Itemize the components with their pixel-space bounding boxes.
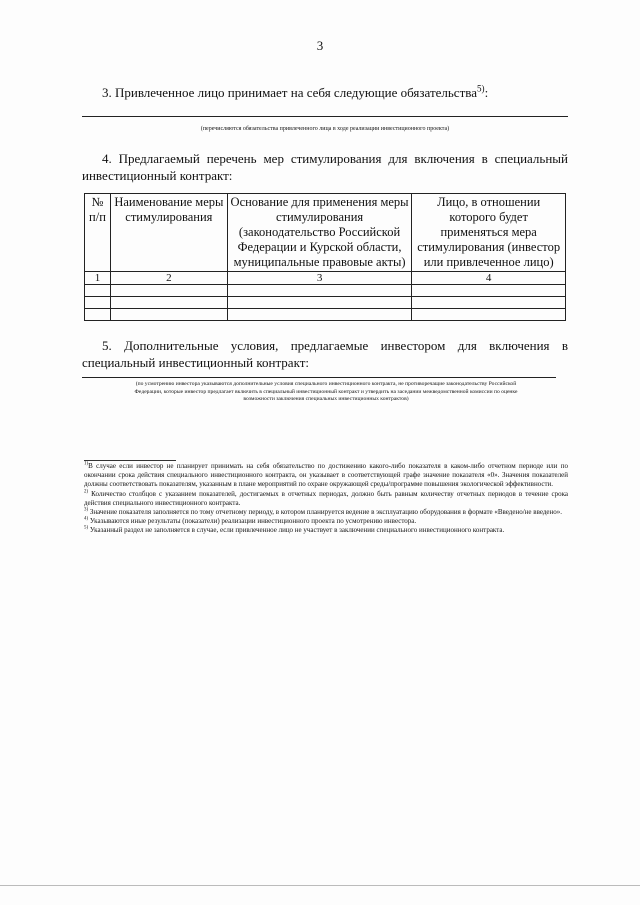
footnote-2: $^{2)}$ Количество столбцов с указанием показателей, достигаемых в отчетных периодах, должно быть равным количеству отчетных периодов в течение срока действия специального инвестиционного контракта. xyxy=(84,489,569,507)
table-cell xyxy=(412,309,566,321)
table-cell xyxy=(227,285,412,297)
table-cell xyxy=(227,309,412,321)
table-cell xyxy=(412,297,566,309)
footnote-3: $^{3)}$ Значение показателя заполняется по тому отчетному периоду, в котором планируется ведение в эксплуатацию оборудования в формате «Введено/не введено». xyxy=(84,507,563,517)
section-5-fill-line xyxy=(82,377,556,378)
footnote-1: $^{1)}$В случае если инвестор не планирует принимать на себя обязательство по достижению какого-либо показателя в каком-либо отчетном периоде или по окончании срока действия специального инвестиционного контракта, он указывает в соответствующей графе значение показателя «0». Значения показателей должны соответствовать показателям, указанным в плане мероприятий по охране окружающей среды/программе повышения экологической эффективности. xyxy=(84,461,568,489)
table-header-row xyxy=(85,194,566,272)
footnote-separator xyxy=(84,460,176,461)
section-3-text: 3. Привлеченное лицо принимает на себя следующие обязательства$^{5)}$: xyxy=(102,83,489,100)
column-number: 4 xyxy=(412,272,566,285)
header-applicable-person: Лицо, в отношении которого будет применяться мера стимулирования (инвестор или привлеченное лицо) xyxy=(412,194,566,272)
column-number: 3 xyxy=(227,272,412,285)
footnote-4: $^{4)}$ Указываются иные результаты (показатели) реализации инвестиционного проекта по усмотрению инвестора. xyxy=(84,516,417,526)
table-cell xyxy=(110,309,227,321)
table-cell xyxy=(85,297,111,309)
measures-table xyxy=(84,193,566,321)
table-cell xyxy=(85,309,111,321)
table-row xyxy=(85,309,566,321)
section-5-note: (по усмотрению инвестора указываются дополнительные условия специального инвестиционного контракта, не противоречащие законодательству Российской Федерации, которые инвестор предлагает включить в специальный инвестиционный контракт и утвердить на заседании межведомственной комиссии по оценке возможности заключения специальных инвестиционных контрактов) xyxy=(134,381,518,403)
section-5-text: 5. Дополнительные условия, предлагаемые инвестором для включения в специальный инвестиционный контракт: xyxy=(82,338,568,370)
header-legal-basis: Основание для применения меры стимулирования (законодательство Российской Федерации и Курской области, муниципальные правовые акты) xyxy=(227,194,412,272)
table-cell xyxy=(227,297,412,309)
section-4-text: 4. Предлагаемый перечень мер стимулирования для включения в специальный инвестиционный контракт: xyxy=(82,151,568,183)
table-cell xyxy=(85,285,111,297)
page-number: 3 xyxy=(316,38,324,53)
table-row xyxy=(85,285,566,297)
section-3-fill-line xyxy=(82,116,568,117)
page-edge-line xyxy=(0,885,640,886)
column-number: 2 xyxy=(110,272,227,285)
table-cell xyxy=(412,285,566,297)
table-cell xyxy=(110,297,227,309)
header-measure-name: Наименование меры стимулирования xyxy=(110,194,227,272)
footnote-5: $^{5)}$ Указанный раздел не заполняется в случае, если привлеченное лицо не участвует в заключении специального инвестиционного контракта. xyxy=(84,526,505,535)
column-number: 1 xyxy=(85,272,111,285)
table-cell xyxy=(110,285,227,297)
footnotes xyxy=(84,462,568,536)
section-3-footnote-ref: 5) xyxy=(477,83,485,94)
header-number: № п/п xyxy=(85,194,111,272)
table-column-numbers-row xyxy=(85,272,566,285)
table-row xyxy=(85,297,566,309)
section-3-note: (перечисляются обязательства привлеченного лица в ходе реализации инвестиционного проекта) xyxy=(200,126,450,132)
